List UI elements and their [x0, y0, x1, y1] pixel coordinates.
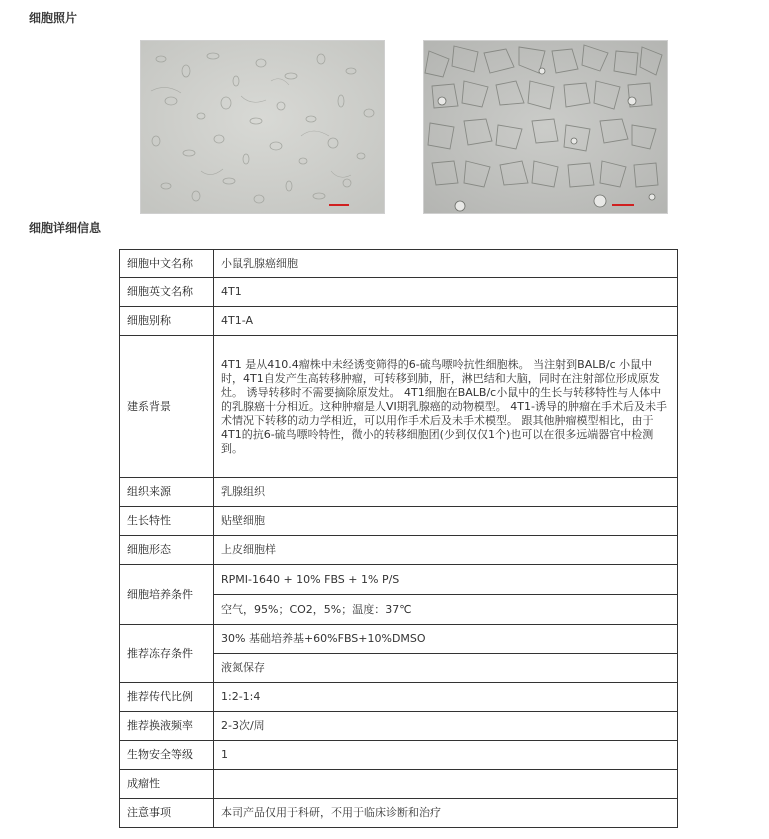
table-row: [120, 307, 678, 336]
table-row: [120, 565, 678, 595]
table-row: [120, 278, 678, 307]
table-row: [120, 250, 678, 278]
row-label: 细胞别称: [120, 307, 214, 336]
row-label: 细胞英文名称: [120, 278, 214, 307]
row-label: 推荐传代比例: [120, 683, 214, 712]
cell-info-table: [119, 249, 678, 828]
row-value: [214, 770, 678, 799]
table-row: [120, 683, 678, 712]
row-label: 推荐换液频率: [120, 712, 214, 741]
row-label: 注意事项: [120, 799, 214, 828]
row-value: RPMI-1640 + 10% FBS + 1% P/S: [214, 565, 678, 595]
row-label: 推荐冻存条件: [120, 625, 214, 683]
cell-micrograph-1: [140, 40, 385, 214]
row-value: 上皮细胞样: [214, 536, 678, 565]
row-label: 成瘤性: [120, 770, 214, 799]
row-value-background: 4T1 是从410.4瘤株中未经诱变筛得的6-硫鸟嘌呤抗性细胞株。 当注射到BALB/c 小鼠中时，4T1自发产生高转移肿瘤，可转移到肺，肝，淋巴结和大脑，同时在注射部位形成原发灶。 诱导转移时不需要摘除原发灶。 4T1细胞在BALB/c小鼠中的生长与转移特性与人体中的乳腺癌十分相近。这种肿瘤是人VI期乳腺癌的动物模型。 4T1-诱导的肿瘤在手术后及未手术情况下转移的动力学相近，可以用作手术后及未手术模型。 跟其他肿瘤模型相比，由于4T1的抗6-硫鸟嘌呤特性，微小的转移细胞团(少到仅仅1个)也可以在很多远端器官中检测到。: [214, 336, 678, 478]
row-label: 组织来源: [120, 478, 214, 507]
row-value: 本司产品仅用于科研，不用于临床诊断和治疗: [214, 799, 678, 828]
row-value: 4T1: [214, 278, 678, 307]
cell-micrograph-high-density-icon: [424, 41, 667, 213]
table-row: [120, 799, 678, 828]
row-value: 30% 基础培养基+60%FBS+10%DMSO: [214, 625, 678, 654]
table-row: [120, 741, 678, 770]
cell-micrograph-2: [423, 40, 668, 214]
table-row: [120, 536, 678, 565]
table-row: [120, 712, 678, 741]
row-label: 建系背景: [120, 336, 214, 478]
row-label: 细胞中文名称: [120, 250, 214, 278]
table-row: [120, 507, 678, 536]
row-value: 空气，95%；CO2，5%；温度：37℃: [214, 595, 678, 625]
row-value: 1: [214, 741, 678, 770]
row-value: 2-3次/周: [214, 712, 678, 741]
row-label: 细胞形态: [120, 536, 214, 565]
table-row: [120, 478, 678, 507]
cell-photos-heading: 细胞照片: [29, 11, 78, 25]
row-value: 1:2-1:4: [214, 683, 678, 712]
table-row: [120, 625, 678, 654]
row-label: 细胞培养条件: [120, 565, 214, 625]
row-value: 贴壁细胞: [214, 507, 678, 536]
row-value: 4T1-A: [214, 307, 678, 336]
table-row: [120, 770, 678, 799]
cell-details-heading: 细胞详细信息: [29, 221, 102, 235]
row-label: 生长特性: [120, 507, 214, 536]
row-value: 液氮保存: [214, 654, 678, 683]
cell-micrograph-low-density-icon: [141, 41, 384, 213]
table-row: [120, 336, 678, 478]
row-label: 生物安全等级: [120, 741, 214, 770]
row-value: 小鼠乳腺癌细胞: [214, 250, 678, 278]
row-value: 乳腺组织: [214, 478, 678, 507]
